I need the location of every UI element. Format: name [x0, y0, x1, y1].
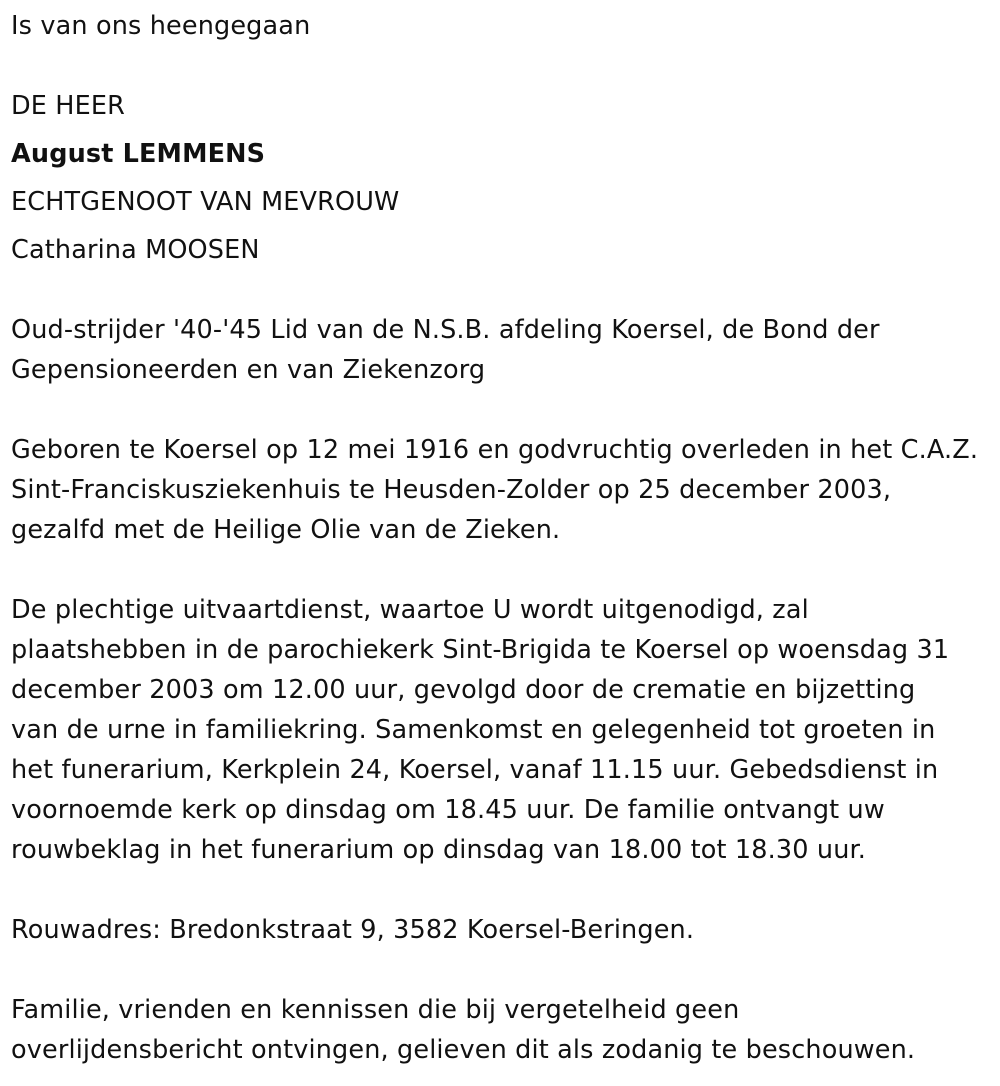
- closing-line: overlijdensbericht ontvingen, gelieven dit als zodanig te beschouwen.: [11, 1035, 916, 1065]
- spouse-name: Catharina MOOSEN: [11, 235, 260, 265]
- birth-death-line: gezalfd met de Heilige Olie van de Zieken.: [11, 515, 561, 545]
- birth-death-line: Sint-Franciskusziekenhuis te Heusden-Zolder op 25 december 2003,: [11, 475, 892, 505]
- service-line: van de urne in familiekring. Samenkomst en gelegenheid tot groeten in: [11, 715, 936, 745]
- service-line: het funerarium, Kerkplein 24, Koersel, vanaf 11.15 uur. Gebedsdienst in: [11, 755, 939, 785]
- birth-death-line: Geboren te Koersel op 12 mei 1916 en godvruchtig overleden in het C.A.Z.: [11, 435, 979, 465]
- service-line: plaatshebben in de parochiekerk Sint-Brigida te Koersel op woensdag 31: [11, 635, 950, 665]
- affiliation-line: Gepensioneerden en van Ziekenzorg: [11, 355, 486, 385]
- mourning-address: Rouwadres: Bredonkstraat 9, 3582 Koersel-Beringen.: [11, 915, 695, 945]
- service-line: december 2003 om 12.00 uur, gevolgd door de crematie en bijzetting: [11, 675, 916, 705]
- service-line: rouwbeklag in het funerarium op dinsdag van 18.00 tot 18.30 uur.: [11, 835, 867, 865]
- affiliation-line: Oud-strijder '40-'45 Lid van de N.S.B. afdeling Koersel, de Bond der: [11, 315, 880, 345]
- relation-text: ECHTGENOOT VAN MEVROUW: [11, 187, 400, 217]
- service-line: De plechtige uitvaartdienst, waartoe U wordt uitgenodigd, zal: [11, 595, 809, 625]
- closing-line: Familie, vrienden en kennissen die bij vergetelheid geen: [11, 995, 740, 1025]
- title-prefix: DE HEER: [11, 91, 126, 121]
- deceased-name: August LEMMENS: [11, 139, 266, 169]
- intro-text: Is van ons heengegaan: [11, 11, 311, 41]
- service-line: voornoemde kerk op dinsdag om 18.45 uur. De familie ontvangt uw: [11, 795, 885, 825]
